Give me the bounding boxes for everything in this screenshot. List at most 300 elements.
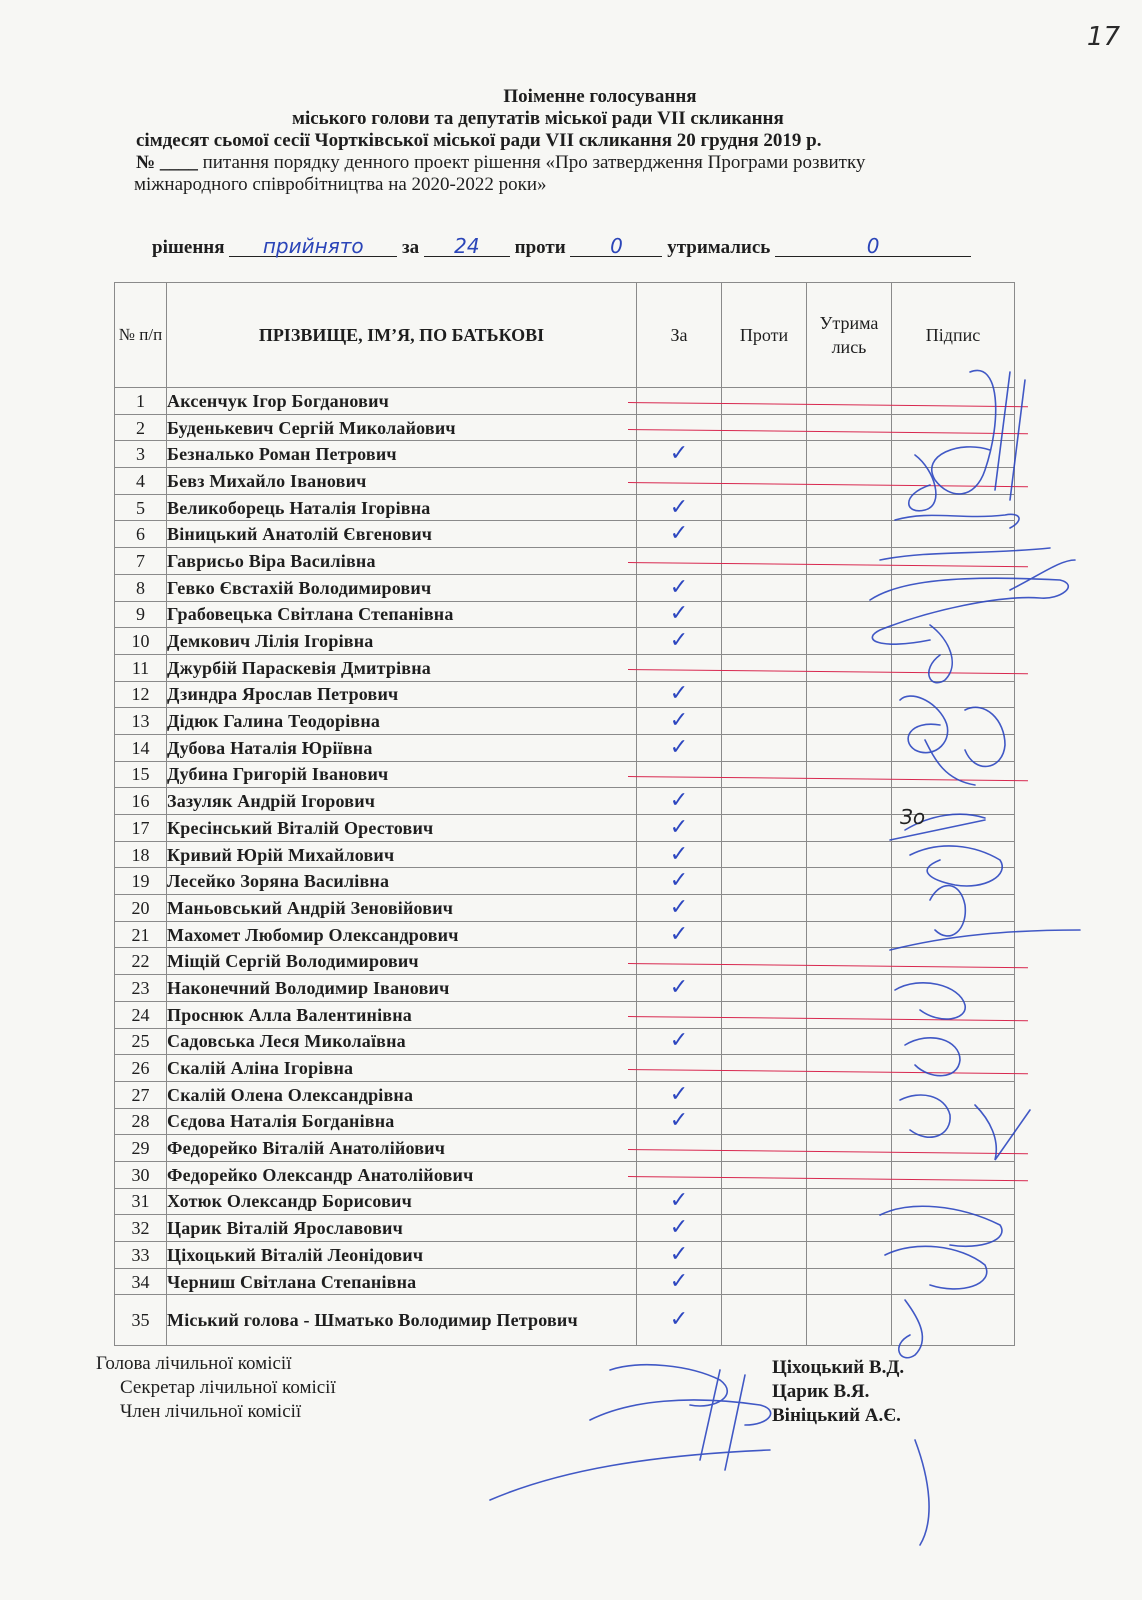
row-number: 28 [115, 1108, 167, 1135]
table-row [115, 841, 1015, 868]
row-number: 16 [115, 788, 167, 815]
vote-against-cell [722, 1215, 807, 1242]
vote-against-cell [722, 628, 807, 655]
deputy-name: Буденькевич Сергій Миколайович [167, 414, 637, 441]
table-row [115, 895, 1015, 922]
deputy-name: Садовська Леся Миколаївна [167, 1028, 637, 1055]
row-number: 35 [115, 1295, 167, 1346]
vote-for-cell [637, 628, 722, 655]
table-row [115, 441, 1015, 468]
vote-for-cell [637, 468, 722, 495]
vote-against-cell [722, 948, 807, 975]
deputy-name: Дідюк Галина Теодорівна [167, 708, 637, 735]
signature-cell [892, 1028, 1015, 1055]
vote-for-cell [637, 574, 722, 601]
row-number: 21 [115, 921, 167, 948]
vote-for-cell [637, 895, 722, 922]
check-mark-icon: ✓ [669, 601, 689, 627]
decision-label: рішення [152, 237, 225, 258]
table-row [115, 1001, 1015, 1028]
vote-abstained-cell [807, 895, 892, 922]
vote-for-cell [637, 841, 722, 868]
signature-cell [892, 1242, 1015, 1269]
vote-abstained-cell [807, 1055, 892, 1082]
vote-against-cell [722, 1295, 807, 1346]
vote-for-cell [637, 1161, 722, 1188]
vote-for-cell [637, 1055, 722, 1082]
deputy-name: Демкович Лілія Ігорівна [167, 628, 637, 655]
row-number: 3 [115, 441, 167, 468]
deputy-name: Царик Віталій Ярославович [167, 1215, 637, 1242]
vote-abstained-cell [807, 654, 892, 681]
signature-cell [892, 868, 1015, 895]
check-mark-icon: ✓ [669, 708, 689, 734]
table-row [115, 734, 1015, 761]
vote-against-cell [722, 868, 807, 895]
vote-for-cell [637, 494, 722, 521]
vote-abstained-cell [807, 441, 892, 468]
vote-abstained-cell [807, 815, 892, 842]
table-row [115, 975, 1015, 1002]
table-row [115, 1081, 1015, 1108]
deputy-name: Зазуляк Андрій Ігорович [167, 788, 637, 815]
signature-cell [892, 1268, 1015, 1295]
table-row [115, 1215, 1015, 1242]
deputy-name: Кресінський Віталій Орестович [167, 815, 637, 842]
check-mark-icon: ✓ [669, 868, 689, 894]
table-row [115, 628, 1015, 655]
vote-abstained-cell [807, 708, 892, 735]
row-number: 22 [115, 948, 167, 975]
vote-abstained-cell [807, 574, 892, 601]
row-number: 32 [115, 1215, 167, 1242]
signature-cell [892, 1295, 1015, 1346]
vote-for-cell [637, 601, 722, 628]
row-number: 18 [115, 841, 167, 868]
vote-against-cell [722, 841, 807, 868]
row-number: 15 [115, 761, 167, 788]
col-header-against: Проти [722, 283, 807, 388]
row-number: 26 [115, 1055, 167, 1082]
table-row [115, 388, 1015, 415]
row-number: 24 [115, 1001, 167, 1028]
row-number: 31 [115, 1188, 167, 1215]
agenda-item-text: питання порядку денного проект рішення «Про затвердження Програми розвитку [202, 152, 866, 173]
signature-cell [892, 388, 1015, 415]
decision-line [152, 236, 971, 259]
signature-cell [892, 548, 1015, 575]
signature-cell [892, 414, 1015, 441]
vote-against-cell [722, 761, 807, 788]
roll-call-table [114, 282, 1015, 1346]
vote-abstained-cell [807, 468, 892, 495]
row-number: 9 [115, 601, 167, 628]
vote-abstained-cell [807, 1081, 892, 1108]
page-number: 17 [1086, 22, 1120, 52]
deputy-name: Великоборець Наталія Ігорівна [167, 494, 637, 521]
check-mark-icon: ✓ [669, 734, 689, 760]
vote-against-cell [722, 1242, 807, 1269]
table-row [115, 921, 1015, 948]
vote-abstained-cell [807, 841, 892, 868]
col-header-number: № п/п [115, 283, 167, 388]
signature-cell [892, 1108, 1015, 1135]
signature-cell [892, 1188, 1015, 1215]
row-number: 17 [115, 815, 167, 842]
vote-against-cell [722, 681, 807, 708]
signature-cell [892, 708, 1015, 735]
row-number: 4 [115, 468, 167, 495]
vote-for-cell [637, 921, 722, 948]
vote-against-cell [722, 441, 807, 468]
vote-abstained-cell [807, 1135, 892, 1162]
row-number: 20 [115, 895, 167, 922]
signature-cell [892, 1001, 1015, 1028]
signature-cell [892, 574, 1015, 601]
vote-against-cell [722, 548, 807, 575]
deputy-name: Дубова Наталія Юріївна [167, 734, 637, 761]
deputy-name: Джурбій Параскевія Дмитрівна [167, 654, 637, 681]
table-row [115, 654, 1015, 681]
row-number: 27 [115, 1081, 167, 1108]
check-mark-icon: ✓ [669, 1241, 689, 1267]
vote-against-cell [722, 1081, 807, 1108]
signature-cell [892, 654, 1015, 681]
table-row [115, 948, 1015, 975]
table-row [115, 1242, 1015, 1269]
check-mark-icon: ✓ [669, 921, 689, 947]
member-name: Вініцький А.Є. [772, 1405, 901, 1426]
vote-abstained-cell [807, 681, 892, 708]
check-mark-icon: ✓ [669, 521, 689, 547]
col-header-abstained: Утримались [807, 283, 892, 388]
vote-against-cell [722, 414, 807, 441]
signature-cell [892, 815, 1015, 842]
row-number: 33 [115, 1242, 167, 1269]
member-label: Член лічильної комісії [120, 1401, 302, 1422]
deputy-name: Гаврисьо Віра Василівна [167, 548, 637, 575]
row-number: 29 [115, 1135, 167, 1162]
vote-abstained-cell [807, 494, 892, 521]
deputy-name: Міщій Сергій Володимирович [167, 948, 637, 975]
vote-against-cell [722, 521, 807, 548]
vote-for-cell [637, 388, 722, 415]
vote-abstained-cell [807, 761, 892, 788]
vote-against-cell [722, 895, 807, 922]
signature-mark: Зо [900, 805, 926, 829]
vote-abstained-cell [807, 1001, 892, 1028]
vote-against-cell [722, 601, 807, 628]
document-header [120, 86, 1080, 196]
signature-cell [892, 761, 1015, 788]
check-mark-icon: ✓ [669, 441, 689, 467]
table-row [115, 788, 1015, 815]
counting-commission-labels [96, 1352, 336, 1424]
vote-abstained-cell [807, 1028, 892, 1055]
vote-for-cell [637, 1188, 722, 1215]
vote-for-cell [637, 1295, 722, 1346]
check-mark-icon: ✓ [669, 1028, 689, 1054]
signature-cell [892, 521, 1015, 548]
deputy-name: Махомет Любомир Олександрович [167, 921, 637, 948]
vote-against-cell [722, 1188, 807, 1215]
vote-abstained-cell [807, 1295, 892, 1346]
vote-against-cell [722, 1108, 807, 1135]
vote-for-cell [637, 975, 722, 1002]
table-row [115, 681, 1015, 708]
col-header-name: ПРІЗВИЩЕ, ІМ’Я, ПО БАТЬКОВІ [167, 283, 637, 388]
vote-abstained-cell [807, 1188, 892, 1215]
row-number: 2 [115, 414, 167, 441]
table-row [115, 1108, 1015, 1135]
for-label: за [402, 237, 420, 258]
deputy-name: Дзиндра Ярослав Петрович [167, 681, 637, 708]
header-line-2: міського голови та депутатів міської ради VII скликання [292, 108, 784, 129]
vote-for-cell [637, 708, 722, 735]
vote-for-cell [637, 681, 722, 708]
vote-for-cell [637, 761, 722, 788]
deputy-name: Ціхоцький Віталій Леонідович [167, 1242, 637, 1269]
vote-abstained-cell [807, 948, 892, 975]
vote-abstained-cell [807, 975, 892, 1002]
vote-for-cell [637, 521, 722, 548]
vote-against-cell [722, 574, 807, 601]
check-mark-icon: ✓ [669, 1188, 689, 1214]
table-row [115, 548, 1015, 575]
secretary-name: Царик В.Я. [772, 1381, 870, 1402]
table-row [115, 494, 1015, 521]
vote-abstained-cell [807, 628, 892, 655]
check-mark-icon: ✓ [669, 814, 689, 840]
vote-for-cell [637, 1028, 722, 1055]
vote-abstained-cell [807, 414, 892, 441]
vote-for-cell [637, 788, 722, 815]
vote-against-cell [722, 1028, 807, 1055]
header-line-5: міжнародного співробітництва на 2020-2022 роки» [134, 174, 547, 195]
signature-cell [892, 921, 1015, 948]
row-number: 23 [115, 975, 167, 1002]
vote-abstained-cell [807, 788, 892, 815]
signature-cell [892, 734, 1015, 761]
deputy-name: Бевз Михайло Іванович [167, 468, 637, 495]
signature-cell [892, 601, 1015, 628]
vote-against-cell [722, 734, 807, 761]
deputy-name: Кривий Юрій Михайлович [167, 841, 637, 868]
signature-cell [892, 788, 1015, 815]
agenda-number: № ____ [136, 152, 203, 173]
against-label: проти [514, 237, 566, 258]
deputy-name: Аксенчук Ігор Богданович [167, 388, 637, 415]
deputy-name: Міський голова - Шматько Володимир Петрович [167, 1295, 637, 1346]
table-row [115, 761, 1015, 788]
row-number: 34 [115, 1268, 167, 1295]
vote-against-cell [722, 388, 807, 415]
vote-for-cell [637, 1242, 722, 1269]
signature-cell [892, 681, 1015, 708]
table-row [115, 601, 1015, 628]
vote-against-cell [722, 468, 807, 495]
vote-for-cell [637, 414, 722, 441]
row-number: 1 [115, 388, 167, 415]
abstained-label: утримались [667, 237, 771, 258]
vote-abstained-cell [807, 734, 892, 761]
against-count: 0 [570, 236, 662, 257]
table-row [115, 708, 1015, 735]
chair-label: Голова лічильної комісії [96, 1353, 292, 1374]
header-line-4 [136, 152, 1080, 174]
table-row [115, 521, 1015, 548]
vote-abstained-cell [807, 548, 892, 575]
table-row [115, 1161, 1015, 1188]
table-row [115, 1028, 1015, 1055]
table-row [115, 468, 1015, 495]
signature-cell [892, 948, 1015, 975]
vote-against-cell [722, 654, 807, 681]
table-row [115, 1135, 1015, 1162]
check-mark-icon: ✓ [669, 1081, 689, 1107]
table-row [115, 574, 1015, 601]
vote-abstained-cell [807, 921, 892, 948]
signature-cell [892, 1081, 1015, 1108]
decision-value: прийнято [229, 236, 397, 257]
deputy-name: Хотюк Олександр Борисович [167, 1188, 637, 1215]
signature-cell [892, 1215, 1015, 1242]
signature-cell [892, 975, 1015, 1002]
signature-cell [892, 1055, 1015, 1082]
vote-for-cell [637, 815, 722, 842]
col-header-signature: Підпис [892, 283, 1015, 388]
deputy-name: Віницький Анатолій Євгенович [167, 521, 637, 548]
vote-for-cell [637, 868, 722, 895]
vote-abstained-cell [807, 1161, 892, 1188]
row-number: 13 [115, 708, 167, 735]
check-mark-icon: ✓ [669, 1268, 689, 1294]
vote-against-cell [722, 1161, 807, 1188]
deputy-name: Скалій Аліна Ігорівна [167, 1055, 637, 1082]
deputy-name: Черниш Світлана Степанівна [167, 1268, 637, 1295]
vote-for-cell [637, 948, 722, 975]
row-number: 12 [115, 681, 167, 708]
header-line-3: сімдесят сьомої сесії Чортківської міської ради VII скликання 20 грудня 2019 р. [136, 130, 822, 151]
secretary-label: Секретар лічильної комісії [120, 1377, 336, 1398]
row-number: 10 [115, 628, 167, 655]
vote-for-cell [637, 1135, 722, 1162]
vote-against-cell [722, 975, 807, 1002]
deputy-name: Сєдова Наталія Богданівна [167, 1108, 637, 1135]
vote-against-cell [722, 921, 807, 948]
signature-cell [892, 1161, 1015, 1188]
row-number: 19 [115, 868, 167, 895]
vote-abstained-cell [807, 1215, 892, 1242]
vote-abstained-cell [807, 1108, 892, 1135]
check-mark-icon: ✓ [669, 1307, 689, 1333]
check-mark-icon: ✓ [669, 681, 689, 707]
signature-cell [892, 1135, 1015, 1162]
deputy-name: Проснюк Алла Валентинівна [167, 1001, 637, 1028]
chair-name: Ціхоцький В.Д. [772, 1357, 905, 1378]
deputy-name: Гевко Євстахій Володимирович [167, 574, 637, 601]
vote-for-cell [637, 1001, 722, 1028]
signature-cell [892, 494, 1015, 521]
abstained-count: 0 [775, 236, 971, 257]
table-row [115, 414, 1015, 441]
row-number: 25 [115, 1028, 167, 1055]
row-number: 5 [115, 494, 167, 521]
vote-abstained-cell [807, 1242, 892, 1269]
table-row [115, 868, 1015, 895]
vote-for-cell [637, 1268, 722, 1295]
counting-commission-names [772, 1356, 904, 1428]
table-body [115, 388, 1015, 1346]
row-number: 6 [115, 521, 167, 548]
row-number: 8 [115, 574, 167, 601]
vote-against-cell [722, 1135, 807, 1162]
table-row [115, 1055, 1015, 1082]
vote-abstained-cell [807, 868, 892, 895]
check-mark-icon: ✓ [669, 1108, 689, 1134]
vote-for-cell [637, 654, 722, 681]
for-count: 24 [424, 236, 510, 257]
deputy-name: Маньовський Андрій Зеновійович [167, 895, 637, 922]
vote-against-cell [722, 1055, 807, 1082]
vote-against-cell [722, 1001, 807, 1028]
signature-cell [892, 628, 1015, 655]
row-number: 14 [115, 734, 167, 761]
vote-against-cell [722, 1268, 807, 1295]
deputy-name: Скалій Олена Олександрівна [167, 1081, 637, 1108]
vote-against-cell [722, 788, 807, 815]
vote-abstained-cell [807, 1268, 892, 1295]
vote-abstained-cell [807, 601, 892, 628]
deputy-name: Федорейко Олександр Анатолійович [167, 1161, 637, 1188]
table-row [115, 1268, 1015, 1295]
row-number: 7 [115, 548, 167, 575]
header-title: Поіменне голосування [503, 86, 697, 107]
signature-cell [892, 441, 1015, 468]
check-mark-icon: ✓ [669, 894, 689, 920]
col-header-for: За [637, 283, 722, 388]
deputy-name: Безналько Роман Петрович [167, 441, 637, 468]
check-mark-icon: ✓ [669, 974, 689, 1000]
vote-abstained-cell [807, 521, 892, 548]
vote-against-cell [722, 708, 807, 735]
check-mark-icon: ✓ [669, 1215, 689, 1241]
table-row [115, 1295, 1015, 1346]
signature-cell [892, 468, 1015, 495]
deputy-name: Лесейко Зоряна Василівна [167, 868, 637, 895]
signature-cell [892, 841, 1015, 868]
vote-for-cell [637, 441, 722, 468]
vote-for-cell [637, 548, 722, 575]
check-mark-icon: ✓ [669, 494, 689, 520]
vote-for-cell [637, 1215, 722, 1242]
check-mark-icon: ✓ [669, 841, 689, 867]
deputy-name: Дубина Григорій Іванович [167, 761, 637, 788]
vote-for-cell [637, 734, 722, 761]
table-row [115, 815, 1015, 842]
vote-against-cell [722, 815, 807, 842]
table-header-row [115, 283, 1015, 388]
deputy-name: Федорейко Віталій Анатолійович [167, 1135, 637, 1162]
check-mark-icon: ✓ [669, 628, 689, 654]
vote-for-cell [637, 1081, 722, 1108]
check-mark-icon: ✓ [669, 788, 689, 814]
check-mark-icon: ✓ [669, 574, 689, 600]
vote-abstained-cell [807, 388, 892, 415]
row-number: 30 [115, 1161, 167, 1188]
deputy-name: Наконечний Володимир Іванович [167, 975, 637, 1002]
vote-against-cell [722, 494, 807, 521]
